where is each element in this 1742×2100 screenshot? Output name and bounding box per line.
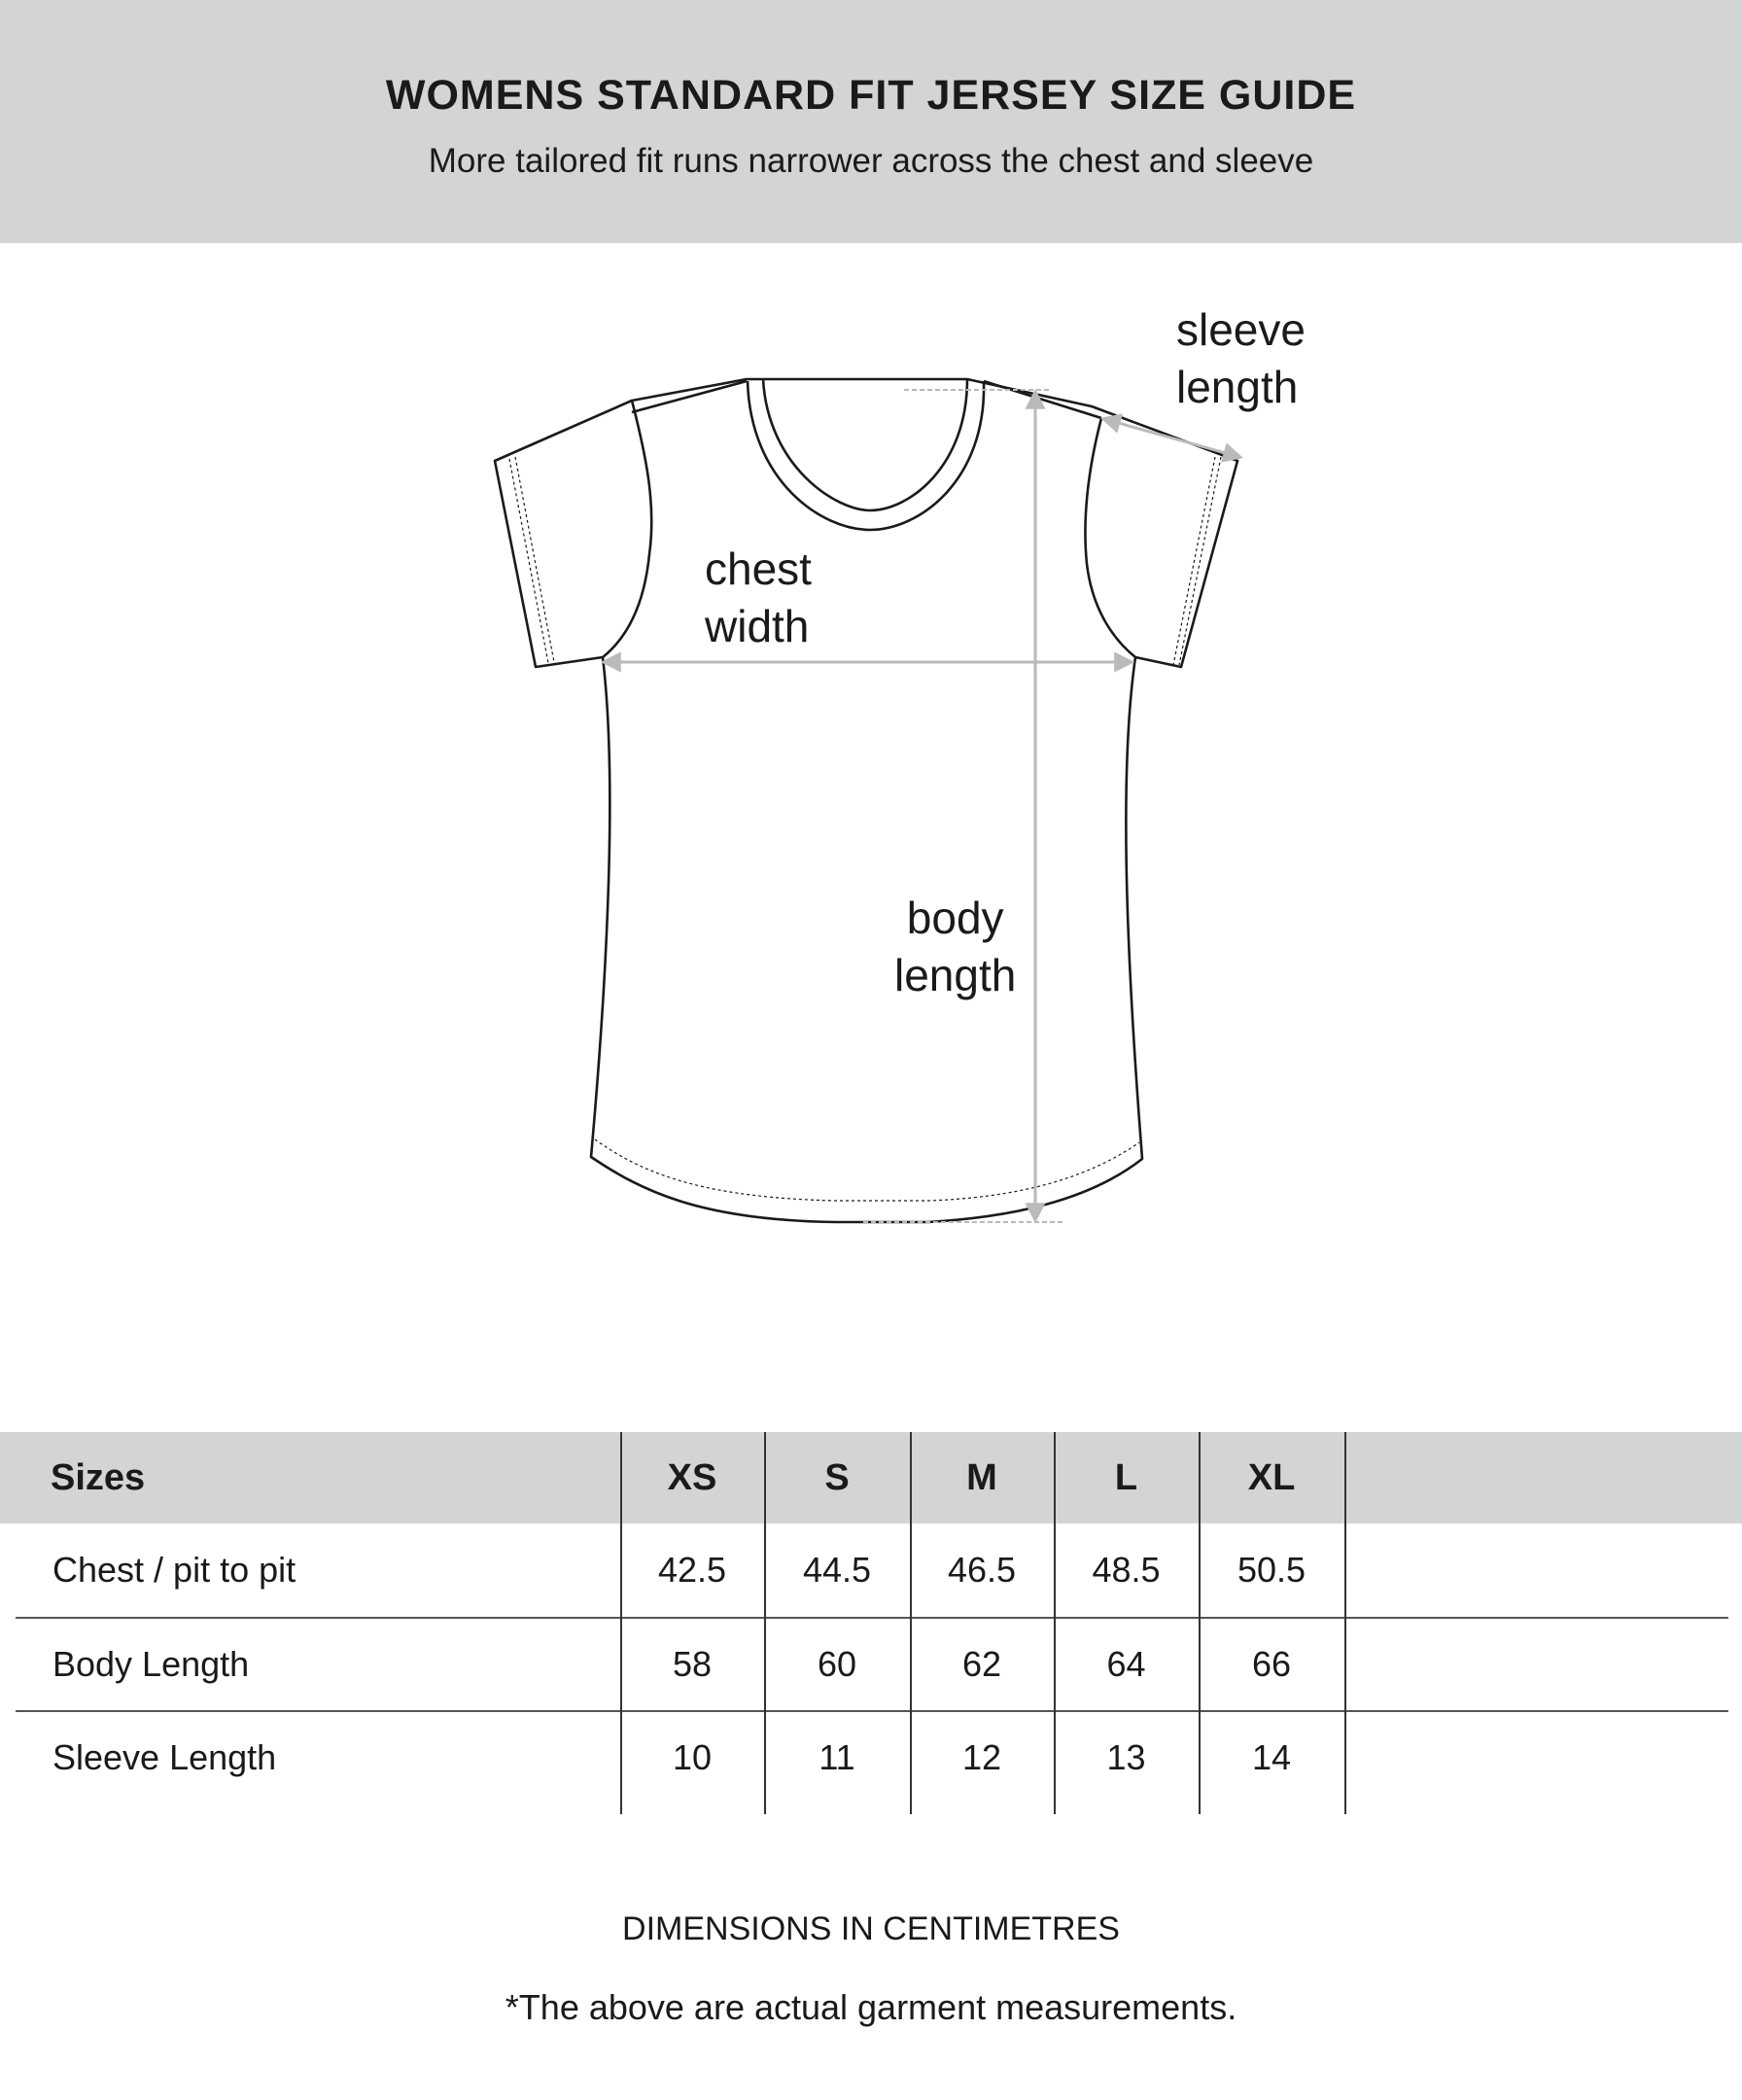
collar-outer: [763, 379, 967, 510]
page-title: WOMENS STANDARD FIT JERSEY SIZE GUIDE: [385, 72, 1357, 119]
row-label-chest: Chest / pit to pit: [52, 1550, 296, 1590]
jersey-outline: [495, 379, 1237, 1222]
jersey-illustration: [0, 243, 1742, 1429]
table-cell: 42.5: [657, 1550, 727, 1590]
row-label-body-length: Body Length: [52, 1643, 250, 1684]
table-cell: 66: [1251, 1643, 1292, 1684]
body-length-label: body length: [894, 892, 1017, 1000]
table-cell: 48.5: [1092, 1550, 1161, 1590]
table-cell: 13: [1106, 1737, 1146, 1777]
column-divider: [1054, 1432, 1056, 1814]
column-divider: [1344, 1432, 1346, 1814]
column-divider: [1199, 1432, 1201, 1814]
table-cell: 11: [819, 1737, 855, 1777]
table-cell: 50.5: [1237, 1550, 1306, 1590]
size-header-m: M: [966, 1456, 997, 1498]
sleeve-length-arrow: [1104, 419, 1239, 457]
table-cell: 60: [817, 1643, 857, 1684]
table-cell: 12: [961, 1737, 1002, 1777]
size-header-xl: XL: [1247, 1456, 1296, 1498]
chest-width-label: chest width: [705, 543, 812, 651]
table-cell: 46.5: [947, 1550, 1017, 1590]
size-header-xs: XS: [667, 1456, 717, 1498]
size-header-s: S: [824, 1456, 850, 1498]
column-divider: [910, 1432, 912, 1814]
sleeve-length-label: sleeve length: [1176, 304, 1306, 412]
table-cell: 14: [1251, 1737, 1292, 1777]
units-note: DIMENSIONS IN CENTIMETRES: [622, 1910, 1120, 1947]
header-band: [0, 0, 1742, 243]
jersey-diagram: [0, 243, 1742, 1429]
table-cell: 10: [672, 1737, 713, 1777]
size-header-l: L: [1114, 1456, 1138, 1498]
table-cell: 58: [672, 1643, 713, 1684]
row-divider: [16, 1710, 1728, 1712]
measurement-note: *The above are actual garment measurements.: [505, 1987, 1237, 2027]
table-cell: 64: [1106, 1643, 1146, 1684]
column-divider: [620, 1432, 622, 1814]
row-divider: [16, 1617, 1728, 1619]
row-label-sleeve-length: Sleeve Length: [52, 1737, 277, 1777]
size-table: [0, 1432, 1742, 1816]
table-cell: 44.5: [802, 1550, 872, 1590]
page-subtitle: More tailored fit runs narrower across the chest and sleeve: [428, 142, 1314, 180]
table-cell: 62: [961, 1643, 1002, 1684]
hem-stitch: [595, 1139, 1139, 1201]
sizes-header: Sizes: [51, 1456, 146, 1498]
column-divider: [764, 1432, 766, 1814]
